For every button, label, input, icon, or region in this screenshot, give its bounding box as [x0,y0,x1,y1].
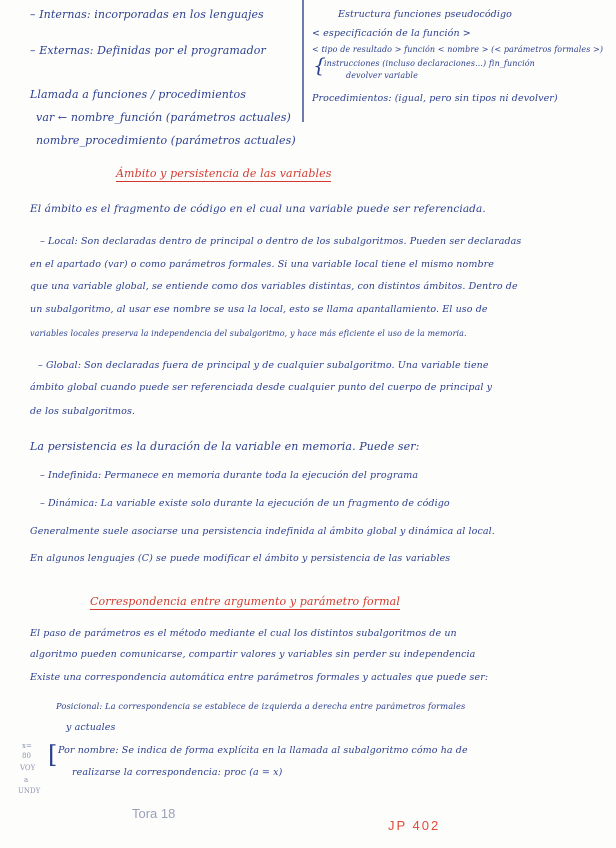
bracket-icon: [ [48,741,58,769]
margin-note-3: VOY [20,764,36,772]
line-procedimiento: nombre_procedimiento (parámetros actuales) [36,134,296,147]
heading-ambito-text: Ámbito y persistencia de las variables [116,167,332,180]
line-llamada: Llamada a funciones / procedimientos [30,88,246,101]
line-procedimientos: Procedimientos: (igual, pero sin tipos ni devolver) [312,93,558,104]
line-estructura: Estructura funciones pseudocódigo [338,9,512,20]
line-var-funcion: var ← nombre_función (parámetros actuales) [36,111,291,124]
line-internas: – Internas: incorporadas en los lenguajes [30,8,264,21]
line-local-1: – Local: Son declaradas dentro de principal o dentro de los subalgoritmos. Pueden ser declaradas [40,236,522,247]
heading-ambito [116,167,331,180]
margin-note-2: 80 [22,752,31,760]
line-comunicarse: algoritmo pueden comunicarse, compartir valores y variables sin perder su independencia [30,649,476,660]
line-algunos-lenguajes: En algunos lenguajes (C) se puede modificar el ámbito y persistencia de las variables [30,553,451,564]
line-local-4: un subalgoritmo, al usar ese nombre se usa la local, esto se llama apantallamiento. El uso de [30,304,488,315]
line-realizarse: realizarse la correspondencia: proc (a = x) [72,767,283,778]
line-local-2: en el apartado (var) o como parámetros formales. Si una variable local tiene el mismo nombre [30,259,495,270]
line-especificacion: < especificación de la función > [312,28,471,39]
footer-left-note: Tora 18 [132,806,176,821]
line-indefinida: – Indefinida: Permanece en memoria durante toda la ejecución del programa [40,470,419,481]
line-devolver: devolver variable [346,71,418,80]
line-por-nombre: Por nombre: Se indica de forma explícita en la llamada al subalgoritmo cómo ha de [58,745,468,756]
heading-correspondencia-text: Correspondencia entre argumento y parámetro formal [90,595,400,608]
line-dinamica: – Dinámica: La variable existe solo durante la ejecución de un fragmento de código [40,498,450,509]
line-existe: Existe una correspondencia automática entre parámetros formales y actuales que puede ser: [30,672,489,683]
line-y-actuales: y actuales [66,722,116,733]
line-instrucciones: instrucciones (incluso declaraciones...) fin_función [324,59,535,68]
line-generalmente: Generalmente suele asociarse una persistencia indefinida al ámbito global y dinámica al local. [30,526,495,537]
line-local-5: variables locales preserva la independencia del subalgoritmo, y hace más eficiente el uso de la memoria. [30,329,467,338]
margin-note-5: UNDY [18,787,41,795]
footer-page-stamp: JP 402 [388,818,441,833]
line-ambito-def: El ámbito es el fragmento de código en el cual una variable puede ser referenciada. [30,203,486,215]
line-externas: – Externas: Definidas por el programador [30,44,266,57]
line-paso-parametros: El paso de parámetros es el método mediante el cual los distintos subalgoritmos de un [30,628,457,639]
heading-correspondencia [90,595,400,608]
line-global-1: – Global: Son declaradas fuera de principal y de cualquier subalgoritmo. Una variable tiene [38,360,489,371]
brace-icon: { [313,53,326,77]
line-posicional: Posicional: La correspondencia se establece de izquierda a derecha entre parámetros formales [56,701,466,711]
line-persistencia-def: La persistencia es la duración de la variable en memoria. Puede ser: [30,440,420,453]
margin-note-4: a [24,776,29,784]
line-tipo-resultado: < tipo de resultado > función < nombre > (< parámetros formales >) [312,45,604,54]
column-divider [302,0,304,122]
line-global-2: ámbito global cuando puede ser referenciada desde cualquier punto del cuerpo de principal y [30,382,493,393]
margin-note-1: x= [22,742,32,750]
line-global-3: de los subalgoritmos. [30,406,136,417]
line-local-3: que una variable global, se entiende como dos variables distintas, con distintos ámbitos. Dentro de [30,281,518,292]
